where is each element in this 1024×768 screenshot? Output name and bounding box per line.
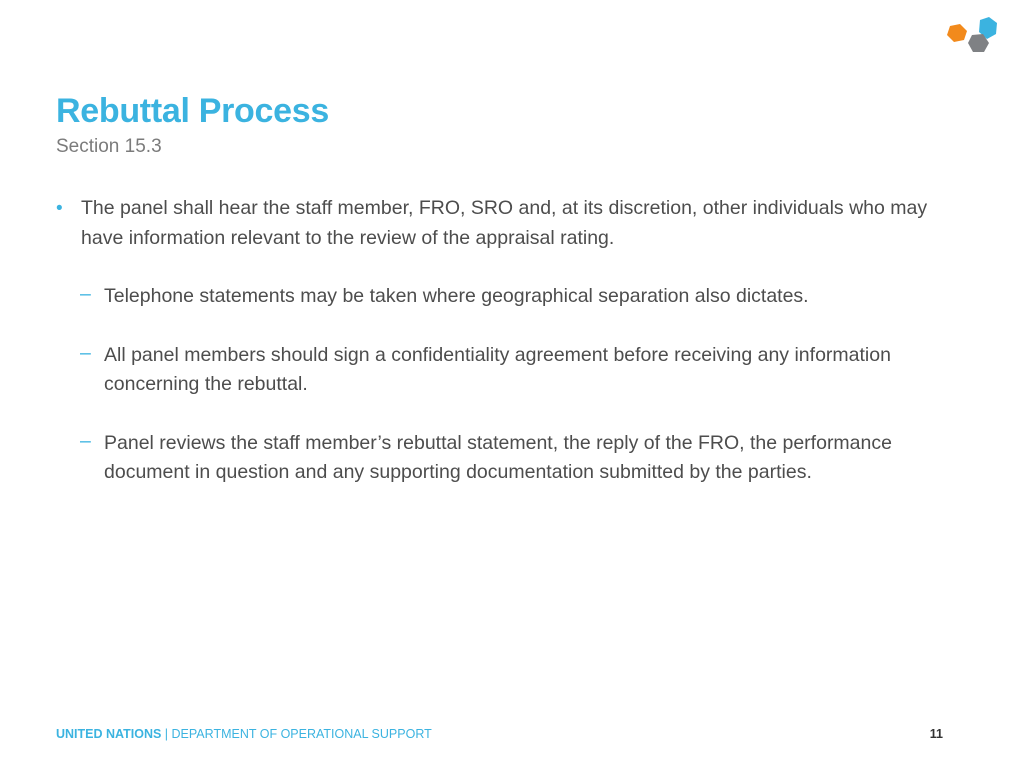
sub-bullet-text: All panel members should sign a confidentiality agreement before receiving any information concerning the rebuttal.: [104, 343, 891, 395]
dash-marker: –: [80, 283, 91, 305]
main-bullet-text: The panel shall hear the staff member, FRO, SRO and, at its discretion, other individuals who may have information relevant to the review of the appraisal rating.: [81, 197, 928, 249]
slide-content: [56, 194, 956, 488]
footer-separator: |: [161, 727, 172, 741]
slide-title: Rebuttal Process: [56, 92, 329, 130]
dash-marker: –: [80, 341, 91, 364]
sub-bullet-confidentiality: [56, 341, 956, 400]
sub-bullet-text: Telephone statements may be taken where geographical separation also dictates.: [104, 285, 809, 307]
sub-bullet-telephone: [56, 282, 956, 312]
footer-organization: UNITED NATIONS: [56, 727, 162, 741]
slide-subtitle: Section 15.3: [56, 136, 162, 157]
bullet-marker: •: [56, 198, 63, 219]
hexagon-cluster-icon: [942, 14, 1012, 84]
dash-marker: –: [80, 429, 91, 452]
sub-bullet-panel-review: [56, 429, 956, 488]
sub-bullet-text: Panel reviews the staff member’s rebuttal statement, the reply of the FRO, the performance document in question and any supporting documentation submitted by the parties.: [104, 431, 892, 483]
footer-department: DEPARTMENT OF OPERATIONAL SUPPORT: [171, 727, 432, 741]
page-number: 11: [929, 727, 943, 741]
main-bullet: [56, 194, 956, 253]
footer: [56, 727, 432, 741]
orange-hexagon: [947, 24, 967, 42]
